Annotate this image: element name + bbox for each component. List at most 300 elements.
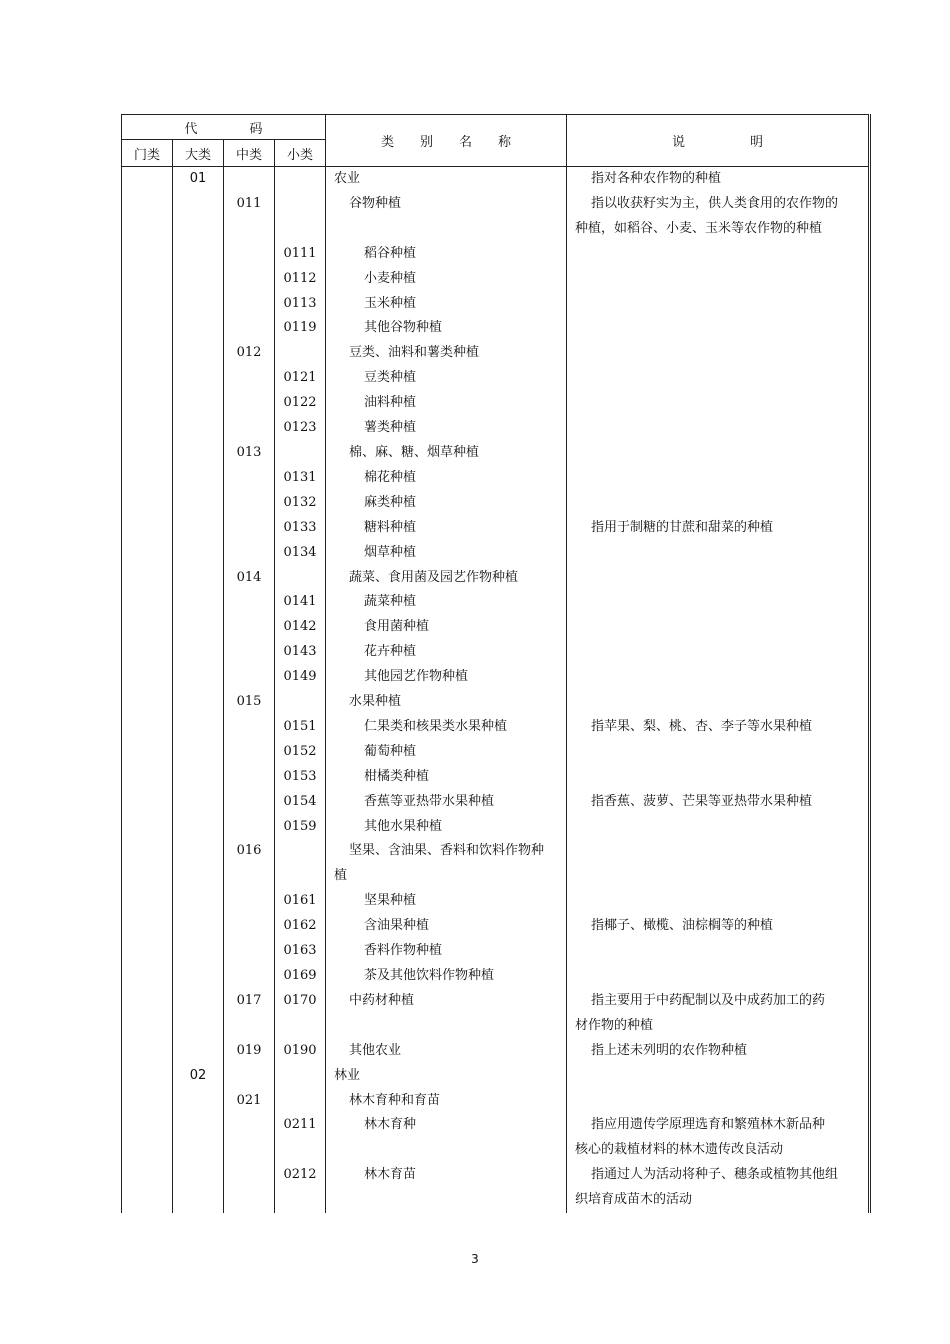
group-code xyxy=(224,790,275,815)
category-name xyxy=(326,1138,567,1163)
section-code xyxy=(122,242,173,267)
category-name: 小麦种植 xyxy=(326,267,567,292)
division-code xyxy=(173,516,224,541)
section-header: 门类 xyxy=(122,140,173,167)
class-code: 0211 xyxy=(275,1113,326,1138)
table-row xyxy=(122,914,870,939)
section-code xyxy=(122,740,173,765)
group-code xyxy=(224,815,275,840)
category-description xyxy=(567,939,870,964)
class-code: 0153 xyxy=(275,765,326,790)
table-row xyxy=(122,292,870,317)
category-description: 核心的栽植材料的林木遗传改良活动 xyxy=(567,1138,870,1163)
category-description: 指上述未列明的农作物种植 xyxy=(567,1039,870,1064)
division-code xyxy=(173,566,224,591)
table-row xyxy=(122,964,870,989)
group-code xyxy=(224,516,275,541)
category-description: 指以收获籽实为主，供人类食用的农作物的 xyxy=(567,192,870,217)
table-row xyxy=(122,242,870,267)
group-code xyxy=(224,1138,275,1163)
section-code xyxy=(122,590,173,615)
table-row xyxy=(122,815,870,840)
category-name: 其他农业 xyxy=(326,1039,567,1064)
category-description xyxy=(567,1089,870,1114)
division-code xyxy=(173,1014,224,1039)
section-code xyxy=(122,765,173,790)
table-row xyxy=(122,1138,870,1163)
category-description xyxy=(567,267,870,292)
table-row xyxy=(122,665,870,690)
group-code: 013 xyxy=(224,441,275,466)
section-code xyxy=(122,441,173,466)
class-code: 0212 xyxy=(275,1163,326,1188)
division-code xyxy=(173,1039,224,1064)
section-code xyxy=(122,491,173,516)
category-description: 指对各种农作物的种植 xyxy=(567,167,870,192)
group-code xyxy=(224,765,275,790)
division-code xyxy=(173,615,224,640)
division-code xyxy=(173,491,224,516)
table-row xyxy=(122,1089,870,1114)
division-code xyxy=(173,541,224,566)
category-name: 茶及其他饮料作物种植 xyxy=(326,964,567,989)
category-name: 香蕉等亚热带水果种植 xyxy=(326,790,567,815)
division-code xyxy=(173,665,224,690)
section-code xyxy=(122,316,173,341)
division-code xyxy=(173,192,224,217)
group-code xyxy=(224,665,275,690)
table-row xyxy=(122,640,870,665)
division-code xyxy=(173,1188,224,1213)
group-code xyxy=(224,242,275,267)
table-row xyxy=(122,541,870,566)
class-code: 0142 xyxy=(275,615,326,640)
category-description xyxy=(567,864,870,889)
category-name: 农业 xyxy=(326,167,567,192)
group-code: 014 xyxy=(224,566,275,591)
division-code xyxy=(173,864,224,889)
category-description: 指应用遗传学原理选育和繁殖林木新品种 xyxy=(567,1113,870,1138)
division-code xyxy=(173,964,224,989)
table-row xyxy=(122,217,870,242)
category-description xyxy=(567,1064,870,1089)
class-code xyxy=(275,1064,326,1089)
category-description xyxy=(567,491,870,516)
division-code: 02 xyxy=(173,1064,224,1089)
category-name: 中药材种植 xyxy=(326,989,567,1014)
division-code xyxy=(173,341,224,366)
category-description xyxy=(567,964,870,989)
category-description: 种植，如稻谷、小麦、玉米等农作物的种植 xyxy=(567,217,870,242)
table-row xyxy=(122,516,870,541)
class-header: 小类 xyxy=(275,140,326,167)
category-name: 林木育苗 xyxy=(326,1163,567,1188)
group-code xyxy=(224,740,275,765)
class-code: 0152 xyxy=(275,740,326,765)
class-code: 0154 xyxy=(275,790,326,815)
class-code: 0143 xyxy=(275,640,326,665)
section-code xyxy=(122,1113,173,1138)
category-name: 薯类种植 xyxy=(326,416,567,441)
category-name: 其他园艺作物种植 xyxy=(326,665,567,690)
division-code: 01 xyxy=(173,167,224,192)
category-description xyxy=(567,416,870,441)
class-code xyxy=(275,1014,326,1039)
section-code xyxy=(122,341,173,366)
table-row xyxy=(122,590,870,615)
group-code xyxy=(224,541,275,566)
section-code xyxy=(122,790,173,815)
class-code: 0159 xyxy=(275,815,326,840)
category-name: 豆类种植 xyxy=(326,366,567,391)
table-row xyxy=(122,316,870,341)
class-code: 0131 xyxy=(275,466,326,491)
section-code xyxy=(122,217,173,242)
category-name: 坚果、含油果、香料和饮料作物种 xyxy=(326,839,567,864)
category-description xyxy=(567,341,870,366)
group-code xyxy=(224,914,275,939)
table-row xyxy=(122,441,870,466)
category-description xyxy=(567,566,870,591)
group-code: 016 xyxy=(224,839,275,864)
group-code xyxy=(224,864,275,889)
table-row xyxy=(122,267,870,292)
section-code xyxy=(122,964,173,989)
section-code xyxy=(122,665,173,690)
division-code xyxy=(173,242,224,267)
category-name: 谷物种植 xyxy=(326,192,567,217)
section-code xyxy=(122,815,173,840)
group-code xyxy=(224,316,275,341)
section-code xyxy=(122,292,173,317)
group-code: 017 xyxy=(224,989,275,1014)
table-row xyxy=(122,416,870,441)
category-name: 水果种植 xyxy=(326,690,567,715)
division-code xyxy=(173,292,224,317)
table-row xyxy=(122,864,870,889)
group-code xyxy=(224,466,275,491)
group-code xyxy=(224,217,275,242)
category-name: 蔬菜种植 xyxy=(326,590,567,615)
table-row xyxy=(122,615,870,640)
section-code xyxy=(122,1089,173,1114)
class-code xyxy=(275,839,326,864)
category-description xyxy=(567,815,870,840)
table-row xyxy=(122,690,870,715)
category-description: 指苹果、梨、桃、杏、李子等水果种植 xyxy=(567,715,870,740)
section-code xyxy=(122,989,173,1014)
table-row xyxy=(122,1014,870,1039)
category-name: 葡萄种植 xyxy=(326,740,567,765)
class-code: 0163 xyxy=(275,939,326,964)
division-code xyxy=(173,989,224,1014)
division-code xyxy=(173,416,224,441)
division-code xyxy=(173,640,224,665)
category-name: 其他谷物种植 xyxy=(326,316,567,341)
division-code xyxy=(173,366,224,391)
category-description xyxy=(567,590,870,615)
category-description xyxy=(567,391,870,416)
class-code: 0132 xyxy=(275,491,326,516)
category-name: 油料种植 xyxy=(326,391,567,416)
group-code xyxy=(224,1064,275,1089)
category-description xyxy=(567,690,870,715)
table-row xyxy=(122,740,870,765)
class-code xyxy=(275,192,326,217)
group-code xyxy=(224,167,275,192)
division-code xyxy=(173,889,224,914)
table-row xyxy=(122,167,870,192)
table-row xyxy=(122,765,870,790)
category-name: 柑橘类种植 xyxy=(326,765,567,790)
class-code: 0134 xyxy=(275,541,326,566)
division-code xyxy=(173,765,224,790)
class-code xyxy=(275,441,326,466)
category-description xyxy=(567,765,870,790)
group-code xyxy=(224,590,275,615)
category-name: 香料作物种植 xyxy=(326,939,567,964)
class-code: 0149 xyxy=(275,665,326,690)
division-code xyxy=(173,715,224,740)
group-code xyxy=(224,267,275,292)
category-name: 豆类、油料和薯类种植 xyxy=(326,341,567,366)
group-code xyxy=(224,615,275,640)
category-name: 蔬菜、食用菌及园艺作物种植 xyxy=(326,566,567,591)
group-code xyxy=(224,292,275,317)
division-code xyxy=(173,441,224,466)
category-name: 林业 xyxy=(326,1064,567,1089)
group-code: 015 xyxy=(224,690,275,715)
class-code: 0133 xyxy=(275,516,326,541)
class-code: 0169 xyxy=(275,964,326,989)
category-name: 含油果种植 xyxy=(326,914,567,939)
category-description xyxy=(567,839,870,864)
division-code xyxy=(173,316,224,341)
category-name xyxy=(326,1014,567,1039)
category-name: 棉花种植 xyxy=(326,466,567,491)
table-row xyxy=(122,391,870,416)
group-code xyxy=(224,939,275,964)
section-code xyxy=(122,192,173,217)
division-code xyxy=(173,815,224,840)
table-row xyxy=(122,566,870,591)
category-name: 烟草种植 xyxy=(326,541,567,566)
class-code: 0112 xyxy=(275,267,326,292)
group-code xyxy=(224,391,275,416)
division-code xyxy=(173,839,224,864)
name-header: 类 别 名 称 xyxy=(326,115,567,167)
class-code xyxy=(275,217,326,242)
section-code xyxy=(122,715,173,740)
group-code xyxy=(224,366,275,391)
category-description xyxy=(567,366,870,391)
division-code xyxy=(173,1138,224,1163)
category-description xyxy=(567,615,870,640)
section-code xyxy=(122,516,173,541)
category-description xyxy=(567,640,870,665)
category-description: 指用于制糖的甘蔗和甜菜的种植 xyxy=(567,516,870,541)
class-code: 0113 xyxy=(275,292,326,317)
table-row xyxy=(122,939,870,964)
category-description: 指通过人为活动将种子、穗条或植物其他组 xyxy=(567,1163,870,1188)
class-code xyxy=(275,566,326,591)
class-code: 0141 xyxy=(275,590,326,615)
category-name xyxy=(326,217,567,242)
category-description: 指椰子、橄榄、油棕榈等的种植 xyxy=(567,914,870,939)
class-code: 0123 xyxy=(275,416,326,441)
category-description xyxy=(567,665,870,690)
section-code xyxy=(122,640,173,665)
class-code xyxy=(275,1089,326,1114)
section-code xyxy=(122,466,173,491)
section-code xyxy=(122,366,173,391)
group-code xyxy=(224,640,275,665)
category-description xyxy=(567,441,870,466)
division-code xyxy=(173,267,224,292)
section-code xyxy=(122,1163,173,1188)
category-name: 仁果类和核果类水果种植 xyxy=(326,715,567,740)
group-code: 012 xyxy=(224,341,275,366)
section-code xyxy=(122,690,173,715)
section-code xyxy=(122,416,173,441)
class-code: 0122 xyxy=(275,391,326,416)
category-name: 稻谷种植 xyxy=(326,242,567,267)
division-code xyxy=(173,1163,224,1188)
category-description xyxy=(567,316,870,341)
group-code xyxy=(224,491,275,516)
section-code xyxy=(122,839,173,864)
group-code: 011 xyxy=(224,192,275,217)
category-name: 花卉种植 xyxy=(326,640,567,665)
category-description xyxy=(567,740,870,765)
section-code xyxy=(122,267,173,292)
category-description: 指香蕉、菠萝、芒果等亚热带水果种植 xyxy=(567,790,870,815)
division-code xyxy=(173,939,224,964)
class-code: 0161 xyxy=(275,889,326,914)
group-code xyxy=(224,1163,275,1188)
section-code xyxy=(122,1039,173,1064)
class-code xyxy=(275,1138,326,1163)
division-code xyxy=(173,1089,224,1114)
table-row xyxy=(122,1039,870,1064)
group-code xyxy=(224,715,275,740)
section-code xyxy=(122,1188,173,1213)
category-description xyxy=(567,541,870,566)
class-code xyxy=(275,864,326,889)
section-code xyxy=(122,541,173,566)
group-code xyxy=(224,1113,275,1138)
table-row xyxy=(122,1064,870,1089)
table-row xyxy=(122,341,870,366)
category-name: 植 xyxy=(326,864,567,889)
class-code: 0162 xyxy=(275,914,326,939)
category-description xyxy=(567,466,870,491)
table-row xyxy=(122,192,870,217)
section-code xyxy=(122,1064,173,1089)
division-code xyxy=(173,790,224,815)
class-code xyxy=(275,1188,326,1213)
category-name: 林木育种和育苗 xyxy=(326,1089,567,1114)
category-description: 织培育成苗木的活动 xyxy=(567,1188,870,1213)
division-code xyxy=(173,391,224,416)
category-name: 麻类种植 xyxy=(326,491,567,516)
page-number: 3 xyxy=(471,1252,479,1266)
class-code xyxy=(275,167,326,192)
section-code xyxy=(122,566,173,591)
division-code xyxy=(173,914,224,939)
classification-table xyxy=(121,114,871,1213)
section-code xyxy=(122,1014,173,1039)
table-row xyxy=(122,839,870,864)
section-code xyxy=(122,864,173,889)
category-description: 材作物的种植 xyxy=(567,1014,870,1039)
category-name: 糖料种植 xyxy=(326,516,567,541)
division-code xyxy=(173,466,224,491)
group-header: 中类 xyxy=(224,140,275,167)
group-code xyxy=(224,889,275,914)
division-header: 大类 xyxy=(173,140,224,167)
category-name: 坚果种植 xyxy=(326,889,567,914)
class-code: 0190 xyxy=(275,1039,326,1064)
table-row xyxy=(122,989,870,1014)
category-name: 棉、麻、糖、烟草种植 xyxy=(326,441,567,466)
category-description: 指主要用于中药配制以及中成药加工的药 xyxy=(567,989,870,1014)
table-row xyxy=(122,790,870,815)
group-code: 021 xyxy=(224,1089,275,1114)
section-code xyxy=(122,167,173,192)
section-code xyxy=(122,615,173,640)
group-code: 019 xyxy=(224,1039,275,1064)
section-code xyxy=(122,391,173,416)
class-code xyxy=(275,690,326,715)
category-description xyxy=(567,242,870,267)
table-row xyxy=(122,466,870,491)
group-code xyxy=(224,1014,275,1039)
division-code xyxy=(173,690,224,715)
category-description xyxy=(567,889,870,914)
category-name: 林木育种 xyxy=(326,1113,567,1138)
code-header: 代 码 xyxy=(122,115,326,140)
category-description xyxy=(567,292,870,317)
class-code xyxy=(275,341,326,366)
division-code xyxy=(173,1113,224,1138)
group-code xyxy=(224,964,275,989)
table-row xyxy=(122,1113,870,1138)
class-code: 0119 xyxy=(275,316,326,341)
group-code xyxy=(224,416,275,441)
section-code xyxy=(122,889,173,914)
table-row xyxy=(122,366,870,391)
section-code xyxy=(122,939,173,964)
division-code xyxy=(173,740,224,765)
category-name: 其他水果种植 xyxy=(326,815,567,840)
class-code: 0121 xyxy=(275,366,326,391)
table-row xyxy=(122,491,870,516)
category-name xyxy=(326,1188,567,1213)
division-code xyxy=(173,217,224,242)
description-header: 说 明 xyxy=(567,115,870,167)
table-row xyxy=(122,1163,870,1188)
table-row xyxy=(122,715,870,740)
table-row xyxy=(122,1188,870,1213)
category-name: 玉米种植 xyxy=(326,292,567,317)
class-code: 0111 xyxy=(275,242,326,267)
class-code: 0151 xyxy=(275,715,326,740)
section-code xyxy=(122,914,173,939)
class-code: 0170 xyxy=(275,989,326,1014)
division-code xyxy=(173,590,224,615)
table-row xyxy=(122,889,870,914)
